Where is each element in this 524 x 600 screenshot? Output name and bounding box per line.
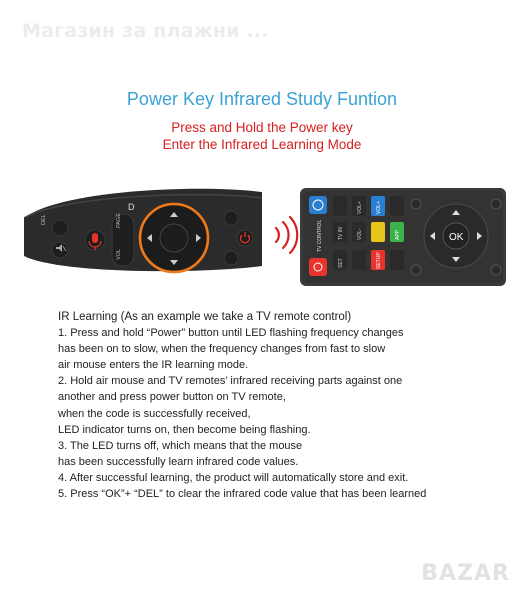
tv-nav-ring [424, 204, 488, 268]
instruction-line: 1. Press and hold “Power” button until LED flashing frequency changes [58, 327, 404, 340]
vol-minus-label: VOL- [357, 228, 363, 240]
d-label: D [128, 202, 135, 212]
air-nav-ring [140, 204, 208, 272]
microphone-icon [85, 230, 105, 250]
subtitle-line-1: Press and Hold the Power key [171, 120, 353, 135]
remotes-svg [0, 170, 524, 300]
setup-label: SETUP [376, 252, 382, 269]
power-icon [237, 230, 253, 246]
vol-label: VOL [116, 248, 122, 260]
instruction-line: 2. Hold air mouse and TV remotes’ infrared receiving parts against one [58, 375, 403, 388]
subtitle-line-2: Enter the Infrared Learning Mode [162, 137, 362, 152]
instruction-line: air mouse enters the IR learning mode. [58, 359, 249, 372]
del-label: DEL [41, 214, 47, 225]
instruction-line: has been successfully learn infrared code values. [58, 455, 299, 468]
instruction-line: has been on to slow, when the frequency changes from fast to slow [58, 343, 386, 356]
tv-remote [300, 188, 506, 286]
remotes-illustration [0, 170, 524, 300]
tv-in-label: TV IN [338, 227, 344, 240]
instructions-heading: IR Learning (As an example we take a TV remote control) [58, 311, 352, 323]
vol-plus-label: VOL+ [357, 201, 363, 214]
instruction-line: another and press power button on TV remote, [58, 391, 286, 404]
page-label: PAGE [116, 213, 122, 228]
tv-control-label: TV CONTROL [317, 219, 323, 252]
ok-label: OK [449, 232, 464, 243]
instruction-line: LED indicator turns on, then become being flashing. [58, 423, 311, 436]
page-title: Power Key Infrared Study Funtion [126, 89, 398, 109]
instruction-line: 3. The LED turns off, which means that the mouse [58, 439, 303, 452]
instruction-line: 5. Press “OK”+ “DEL” to clear the infrared code value that has been learned [58, 488, 427, 501]
instruction-line: 4. After successful learning, the product will automatically store and exit. [58, 471, 409, 484]
set-label: SET [338, 258, 344, 268]
app-label: APP [395, 229, 401, 240]
watermark-bottom: BAZAR [421, 561, 510, 586]
air-mouse-remote [24, 189, 262, 272]
vol-plus-2-label: VOL+ [376, 201, 382, 214]
instructions-block [58, 309, 498, 502]
watermark-top: Магазин за плажни ... [22, 20, 269, 42]
ir-waves-icon [276, 217, 297, 253]
instruction-line: when the code is successfully received, [58, 407, 251, 420]
